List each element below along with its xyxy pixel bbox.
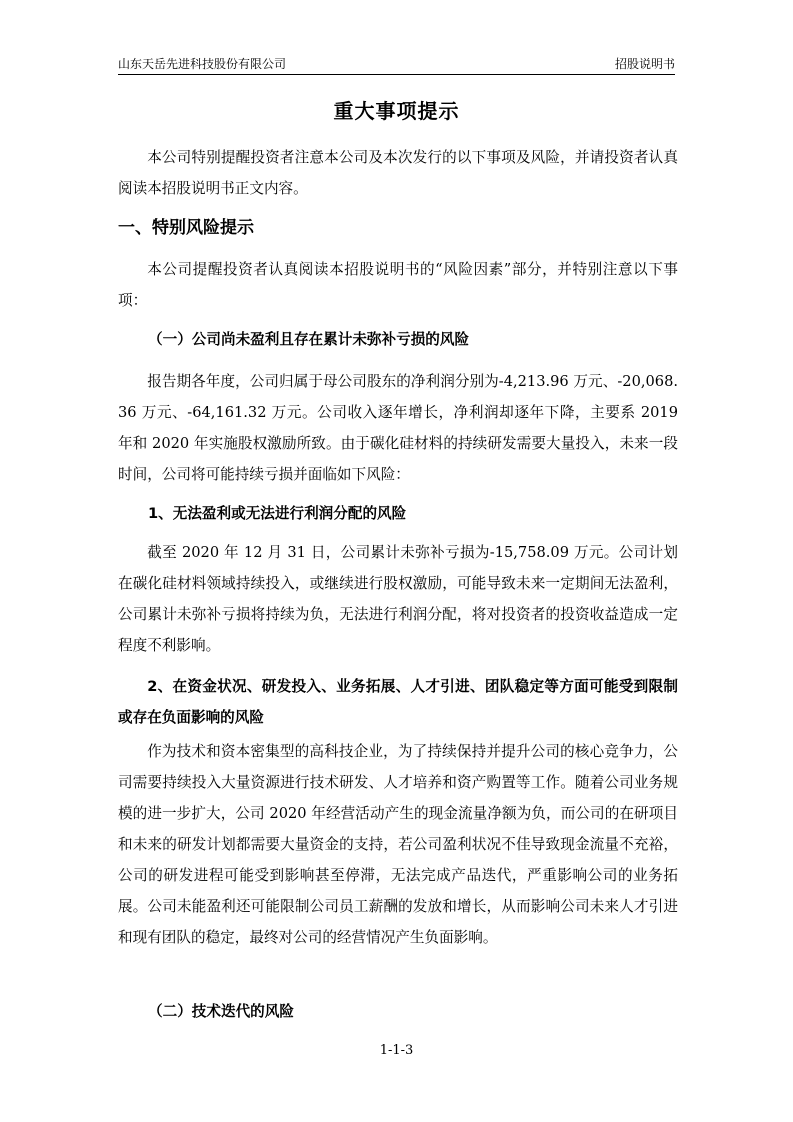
intro-paragraph: 本公司特别提醒投资者注意本公司及本次发行的以下事项及风险，并请投资者认真阅读本招股说明书正文内容。 (118, 149, 678, 197)
accumulated-loss-paragraph: 截至 2020 年 12 月 31 日，公司累计未弥补亏损为-15,758.09 万元。公司计划在碳化硅材料领域持续投入，或继续进行股权激励，可能导致未来一定期间无法盈利，公司累计未弥补亏损将持续为负，无法进行利润分配，将对投资者的投资收益造成一定程度不利影响。 (118, 544, 678, 654)
net-profit-paragraph: 报告期各年度，公司归属于母公司股东的净利润分别为-4,213.96 万元、-20,068.36 万元、-64,161.32 万元。公司收入逐年增长，净利润却逐年下降，主要系 2019 年和 2020 年实施股权激励所致。由于碳化硅材料的持续研发需要大量投入，未来一段时间，公司将可能持续亏损并面临如下风险： (118, 373, 678, 483)
subsection-heading-unprofitable-risk: （一）公司尚未盈利且存在累计未弥补亏损的风险 (148, 331, 470, 348)
item-heading-constraints-risk: 2、在资金状况、研发投入、业务拓展、人才引进、团队稳定等方面可能受到限制或存在负面影响的风险 (118, 678, 678, 726)
section-heading-special-risks: 一、特别风险提示 (118, 218, 254, 238)
page-title: 重大事项提示 (333, 99, 460, 123)
header-document-type: 招股说明书 (614, 57, 675, 71)
page-header (118, 56, 675, 74)
header-divider (118, 74, 675, 75)
resource-constraints-paragraph: 作为技术和资本密集型的高科技企业，为了持续保持并提升公司的核心竞争力，公司需要持续投入大量资源进行技术研发、人才培养和资产购置等工作。随着公司业务规模的进一步扩大，公司 2020 年经营活动产生的现金流量净额为负，而公司的在研项目和未来的研发计划都需要大量资金的支持，若公司盈利状况不佳导致现金流量不充裕，公司的研发进程可能受到影响甚至停滞，无法完成产品迭代，严重影响公司的业务拓展。公司未能盈利还可能限制公司员工薪酬的发放和增长，从而影响公司未来人才引进和现有团队的稳定，最终对公司的经营情况产生负面影响。 (118, 743, 678, 946)
page-number: 1-1-3 (379, 1043, 414, 1058)
subsection-heading-tech-iteration-risk: （二）技术迭代的风险 (148, 1003, 294, 1020)
section-intro-paragraph: 本公司提醒投资者认真阅读本招股说明书的“风险因素”部分，并特别注意以下事项： (118, 261, 678, 309)
item-heading-no-profit-distribution: 1、无法盈利或无法进行利润分配的风险 (148, 505, 407, 522)
header-company-name: 山东天岳先进科技股份有限公司 (118, 57, 287, 71)
